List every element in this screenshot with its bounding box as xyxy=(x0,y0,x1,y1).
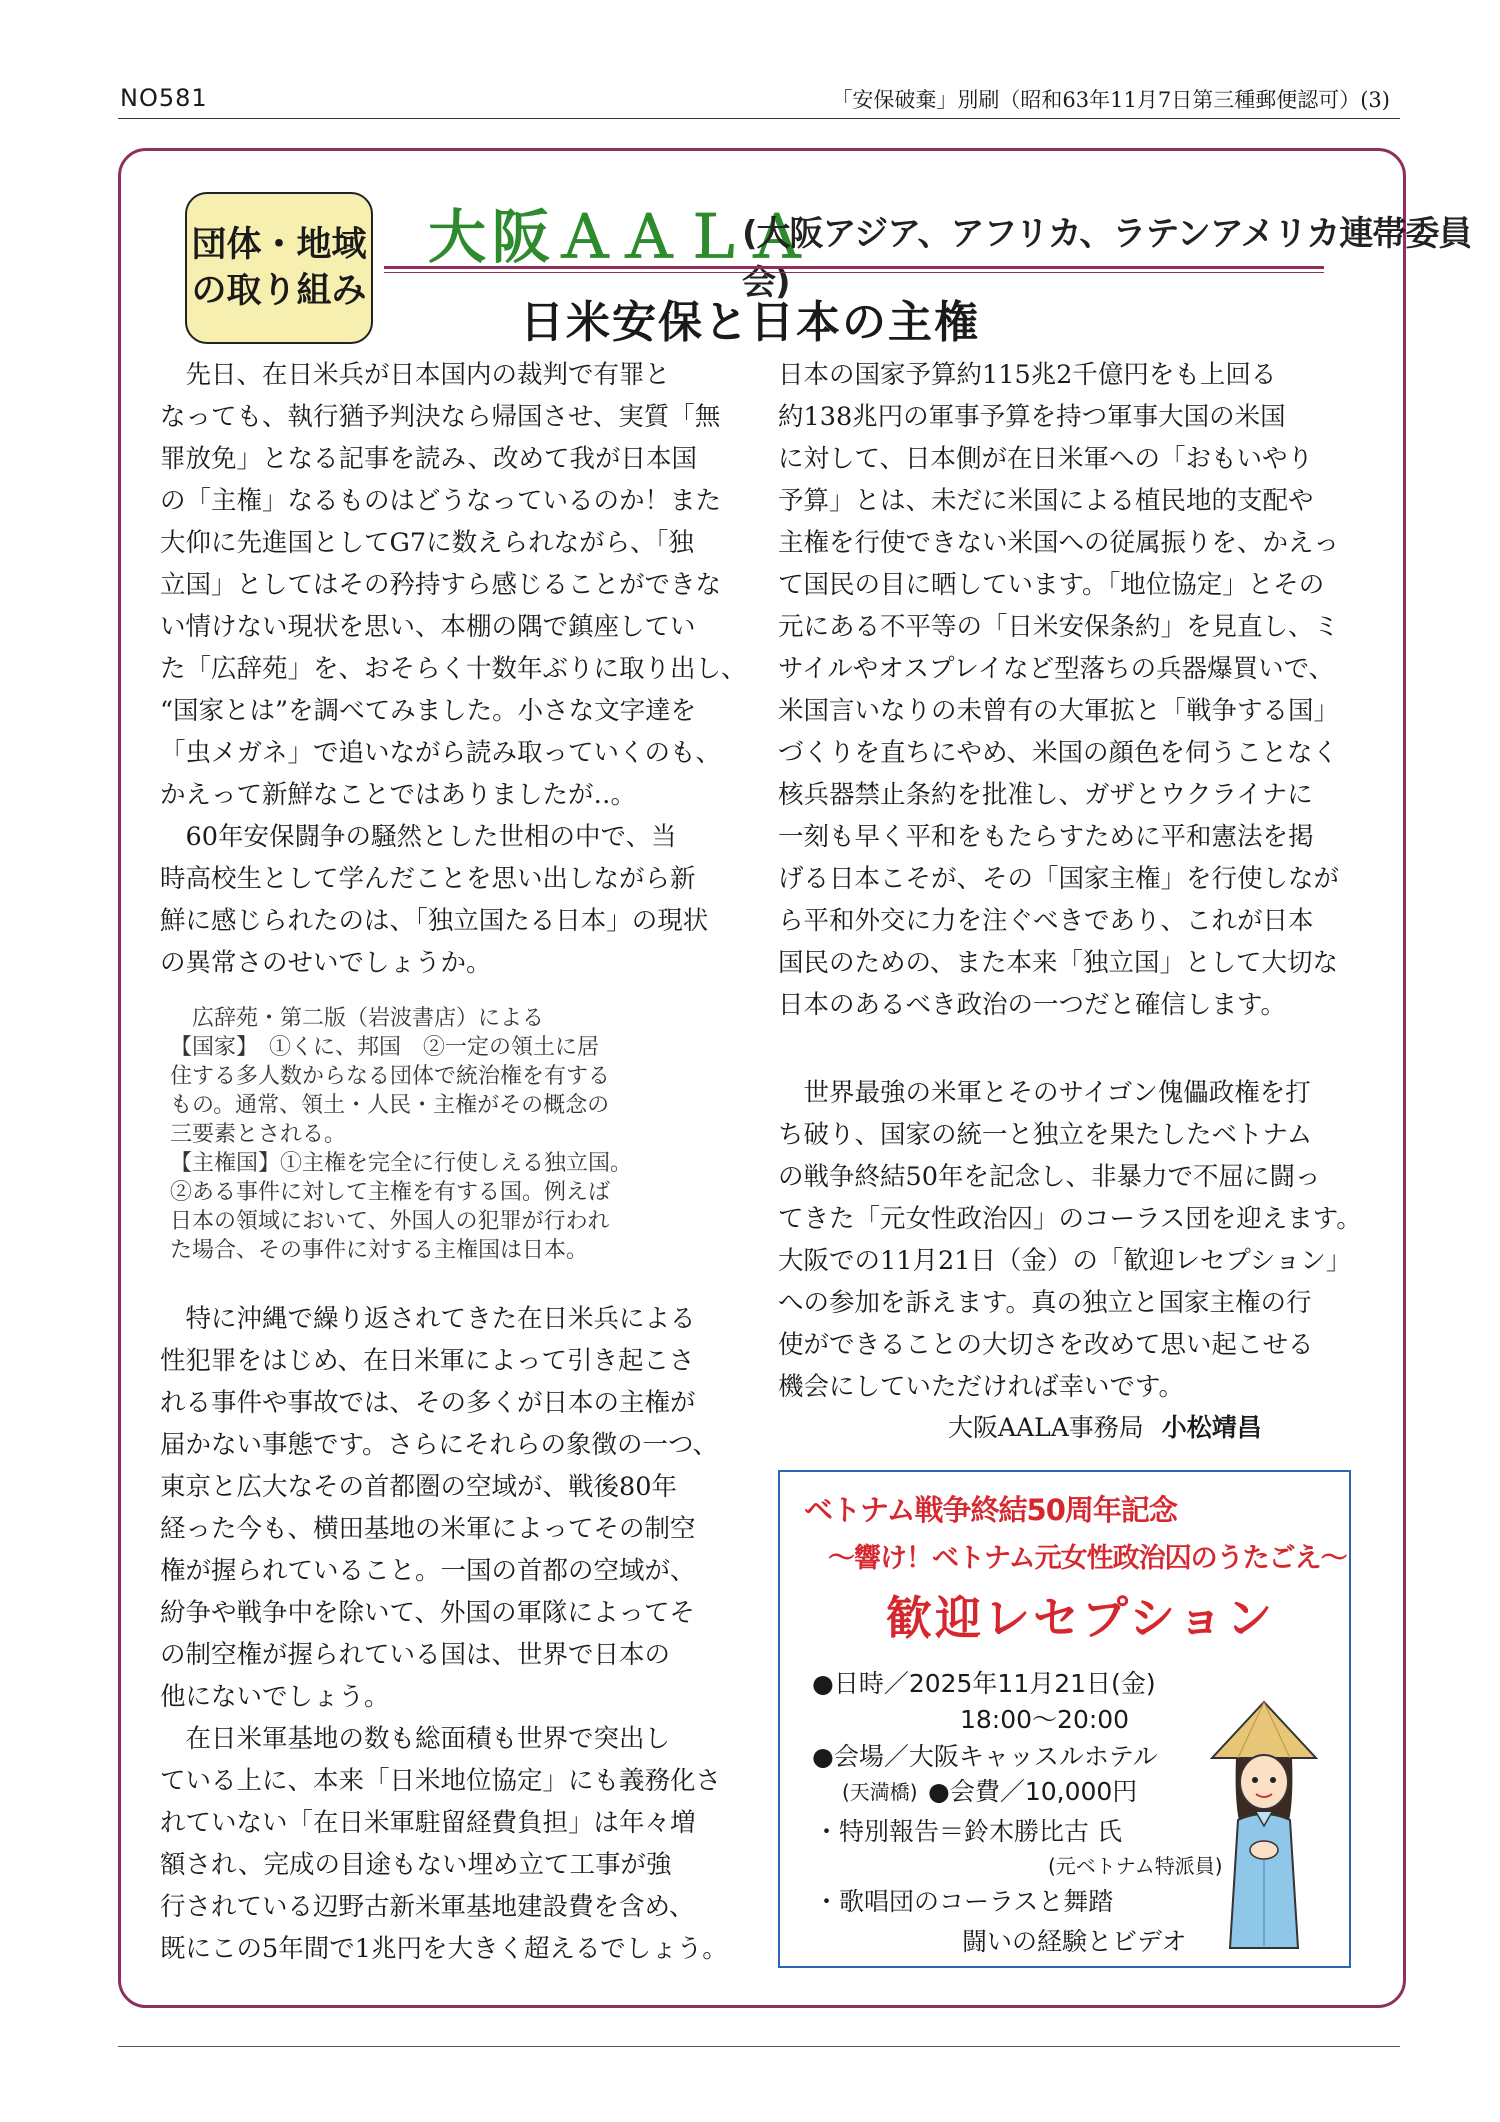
event-report-sub: (元ベトナム特派員) xyxy=(1048,1854,1223,1878)
text-line: 鮮に感じられたのは、「独立国たる日本」の現状 xyxy=(160,906,709,936)
article-title: 日米安保と日本の主権 xyxy=(520,297,980,348)
text-line: 東京と広大なその首都圏の空域が、戦後80年 xyxy=(160,1472,677,1502)
text-line: 機会にしていただければ幸いです。 xyxy=(778,1372,1184,1402)
text-line: 性犯罪をはじめ、在日米軍によって引き起こさ xyxy=(160,1346,695,1376)
text-line: た「広辞苑」を、おそらく十数年ぶりに取り出し、 xyxy=(160,654,747,684)
event-title-1: ベトナム戦争終結50周年記念 xyxy=(804,1493,1177,1527)
event-venue: ●会場／大阪キャッスルホテル xyxy=(812,1742,1158,1771)
badge-line2: の取り組み xyxy=(191,271,367,311)
text-line: げる日本こそが、その「国家主権」を行使しなが xyxy=(778,864,1340,894)
text-line: い情けない現状を思い、本棚の隅で鎮座してい xyxy=(160,612,696,642)
text-line: 使ができることの大切さを改めて思い起こせる xyxy=(778,1330,1314,1360)
text-line: 主権を行使できない米国への従属振りを、かえっ xyxy=(778,528,1340,558)
text-line: に対して、日本側が在日米軍への「おもいやり xyxy=(778,444,1313,474)
right-column-lower xyxy=(778,1072,1362,1408)
text-line: て国民の目に晒しています。「地位協定」とその xyxy=(778,570,1325,600)
quote-line: 三要素とされる。 xyxy=(170,1122,347,1147)
text-line: 世界最強の米軍とそのサイゴン傀儡政権を打 xyxy=(778,1078,1311,1108)
quote-line: 日本の領域において、外国人の犯罪が行われ xyxy=(170,1209,610,1234)
text-line: 既にこの5年間で1兆円を大きく超えるでしょう。 xyxy=(160,1934,728,1964)
text-line: 日本のあるべき政治の一つだと確信します。 xyxy=(778,990,1286,1020)
text-line: 一刻も早く平和をもたらすために平和憲法を掲 xyxy=(778,822,1314,852)
text-line: なっても、執行猶予判決なら帰国させ、実質「無 xyxy=(160,402,721,432)
title-rule xyxy=(384,266,1324,269)
text-line: かえって新鮮なことではありましたが‥。 xyxy=(160,780,637,810)
text-line: 約138兆円の軍事予算を持つ軍事大国の米国 xyxy=(778,402,1286,432)
event-date: ●日時／2025年11月21日(金) xyxy=(812,1669,1156,1698)
text-line: の制空権が握られている国は、世界で日本の xyxy=(160,1640,671,1670)
quote-line: 【国家】 ①くに、邦国 ②一定の領土に居 xyxy=(170,1035,600,1060)
org-full-name: (大阪アジア、アフリカ、ラテンアメリカ連帯委員会) xyxy=(742,214,1472,303)
left-column xyxy=(160,354,747,984)
text-line: づくりを直ちにやめ、米国の顔色を伺うことなく xyxy=(778,738,1338,768)
issue-number: NO581 xyxy=(120,84,208,112)
signature-name: 小松靖昌 xyxy=(1161,1413,1262,1442)
text-line: 特に沖縄で繰り返されてきた在日米兵による xyxy=(160,1304,696,1334)
text-line: 核兵器禁止条約を批准し、ガザとウクライナに xyxy=(778,780,1313,810)
quote-line: 住する多人数からなる団体で統治権を有する xyxy=(170,1064,611,1089)
category-badge xyxy=(185,192,373,344)
text-line: の「主権」なるものはどうなっているのか！また xyxy=(160,486,722,516)
text-line: 行されている辺野古新米軍基地建設費を含め、 xyxy=(160,1892,695,1922)
event-title-3: 歓迎レセプション xyxy=(886,1591,1276,1645)
footer-divider xyxy=(118,2046,1400,2047)
text-line: 額され、完成の目途もない埋め立て工事が強 xyxy=(160,1850,672,1880)
title-rule-thin xyxy=(384,272,1324,273)
text-line: 大仰に先進国としてG7に数えられながら、「独 xyxy=(160,528,694,558)
text-line: “国家とは”を調べてみました。小さな文字達を xyxy=(160,696,697,726)
text-line: 元にある不平等の「日米安保条約」を見直し、ミ xyxy=(778,612,1340,642)
event-time: 18:00～20:00 xyxy=(960,1705,1130,1734)
text-line: れていない「在日米軍駐留経費負担」は年々増 xyxy=(160,1808,696,1838)
text-line: ら平和外交に力を注ぐべきであり、これが日本 xyxy=(778,906,1314,936)
quote-line: た場合、その事件に対する主権国は日本。 xyxy=(170,1238,589,1263)
text-line: 日本の国家予算約115兆2千億円をも上回る xyxy=(778,360,1277,390)
text-line: 先日、在日米兵が日本国内の裁判で有罪と xyxy=(160,360,671,390)
text-line: 権が握られていること。一国の首都の空域が、 xyxy=(160,1556,696,1586)
event-fee: ●会費／10,000円 xyxy=(928,1777,1138,1806)
text-line: 他にないでしょう。 xyxy=(160,1682,390,1712)
quote-line: 【主権国】①主権を完全に行使しえる独立国。 xyxy=(170,1151,633,1176)
text-line: 「虫メガネ」で追いながら読み取っていくのも、 xyxy=(160,738,722,768)
signature-office: 大阪AALA事務局 xyxy=(948,1413,1144,1442)
quote-line: ②ある事件に対して主権を有する国。例えば xyxy=(170,1180,611,1205)
text-line: 大阪での11月21日（金）の「歓迎レセプション」 xyxy=(778,1246,1352,1276)
text-line: 米国言いなりの未曾有の大軍拡と「戦争する国」 xyxy=(778,696,1340,726)
text-line: 紛争や戦争中を除いて、外国の軍隊によってそ xyxy=(160,1598,695,1628)
text-line: 罪放免」となる記事を読み、改めて我が日本国 xyxy=(160,444,698,474)
text-line: 在日米軍基地の数も総面積も世界で突出し xyxy=(160,1724,671,1754)
text-line: てきた「元女性政治囚」のコーラス団を迎えます。 xyxy=(778,1204,1362,1234)
event-title-2: ～響け！ベトナム元女性政治囚のうたごえ～ xyxy=(828,1543,1347,1574)
event-chorus: ・歌唱団のコーラスと舞踏 xyxy=(814,1887,1114,1916)
text-line: ち破り、国家の統一と独立を果たしたベトナム xyxy=(778,1120,1313,1150)
text-line: サイルやオスプレイなど型落ちの兵器爆買いで、 xyxy=(778,654,1335,684)
header-divider xyxy=(118,118,1400,119)
text-line: の異常さのせいでしょうか。 xyxy=(160,948,492,978)
event-report: ・特別報告＝鈴木勝比古 氏 xyxy=(814,1817,1122,1846)
text-line: 国民のための、また本来「独立国」として大切な xyxy=(778,948,1338,978)
text-line: 経った今も、横田基地の米軍によってその制空 xyxy=(160,1514,696,1544)
event-station: (天満橋) xyxy=(842,1780,918,1804)
text-line: 60年安保闘争の騒然とした世相の中で、当 xyxy=(160,822,677,852)
right-column xyxy=(778,354,1339,1026)
org-name: 大阪ＡＡＬＡ xyxy=(428,203,813,271)
signature xyxy=(948,1408,1262,1444)
text-line: 届かない事態です。さらにそれらの象徴の一つ、 xyxy=(160,1430,718,1460)
text-line: 予算」とは、未だに米国による植民地的支配や xyxy=(778,486,1314,516)
event-chorus-2: 闘いの経験とビデオ xyxy=(962,1927,1187,1956)
text-line: 立国」としてはその矜持すら感じることができな xyxy=(160,570,722,600)
quote-line: 広辞苑・第二版（岩波書店）による xyxy=(170,1006,545,1031)
left-column-lower xyxy=(160,1298,728,1970)
text-line: れる事件や事故では、その多くが日本の主権が xyxy=(160,1388,696,1418)
badge-line1: 団体・地域 xyxy=(191,225,367,265)
text-line: 時高校生として学んだことを思い出しながら新 xyxy=(160,864,696,894)
text-line: への参加を訴えます。真の独立と国家主権の行 xyxy=(778,1288,1312,1318)
dictionary-quote xyxy=(170,1004,632,1265)
text-line: の戦争終結50年を記念し、非暴力で不屈に闘っ xyxy=(778,1162,1321,1192)
text-line: ている上に、本来「日米地位協定」にも義務化さ xyxy=(160,1766,722,1796)
publication-info: 「安保破棄」別刷（昭和63年11月7日第三種郵便認可）(3) xyxy=(831,88,1390,112)
vietnamese-woman-illustration xyxy=(1208,1700,1320,1952)
quote-line: もの。通常、領土・人民・主権がその概念の xyxy=(170,1093,610,1118)
